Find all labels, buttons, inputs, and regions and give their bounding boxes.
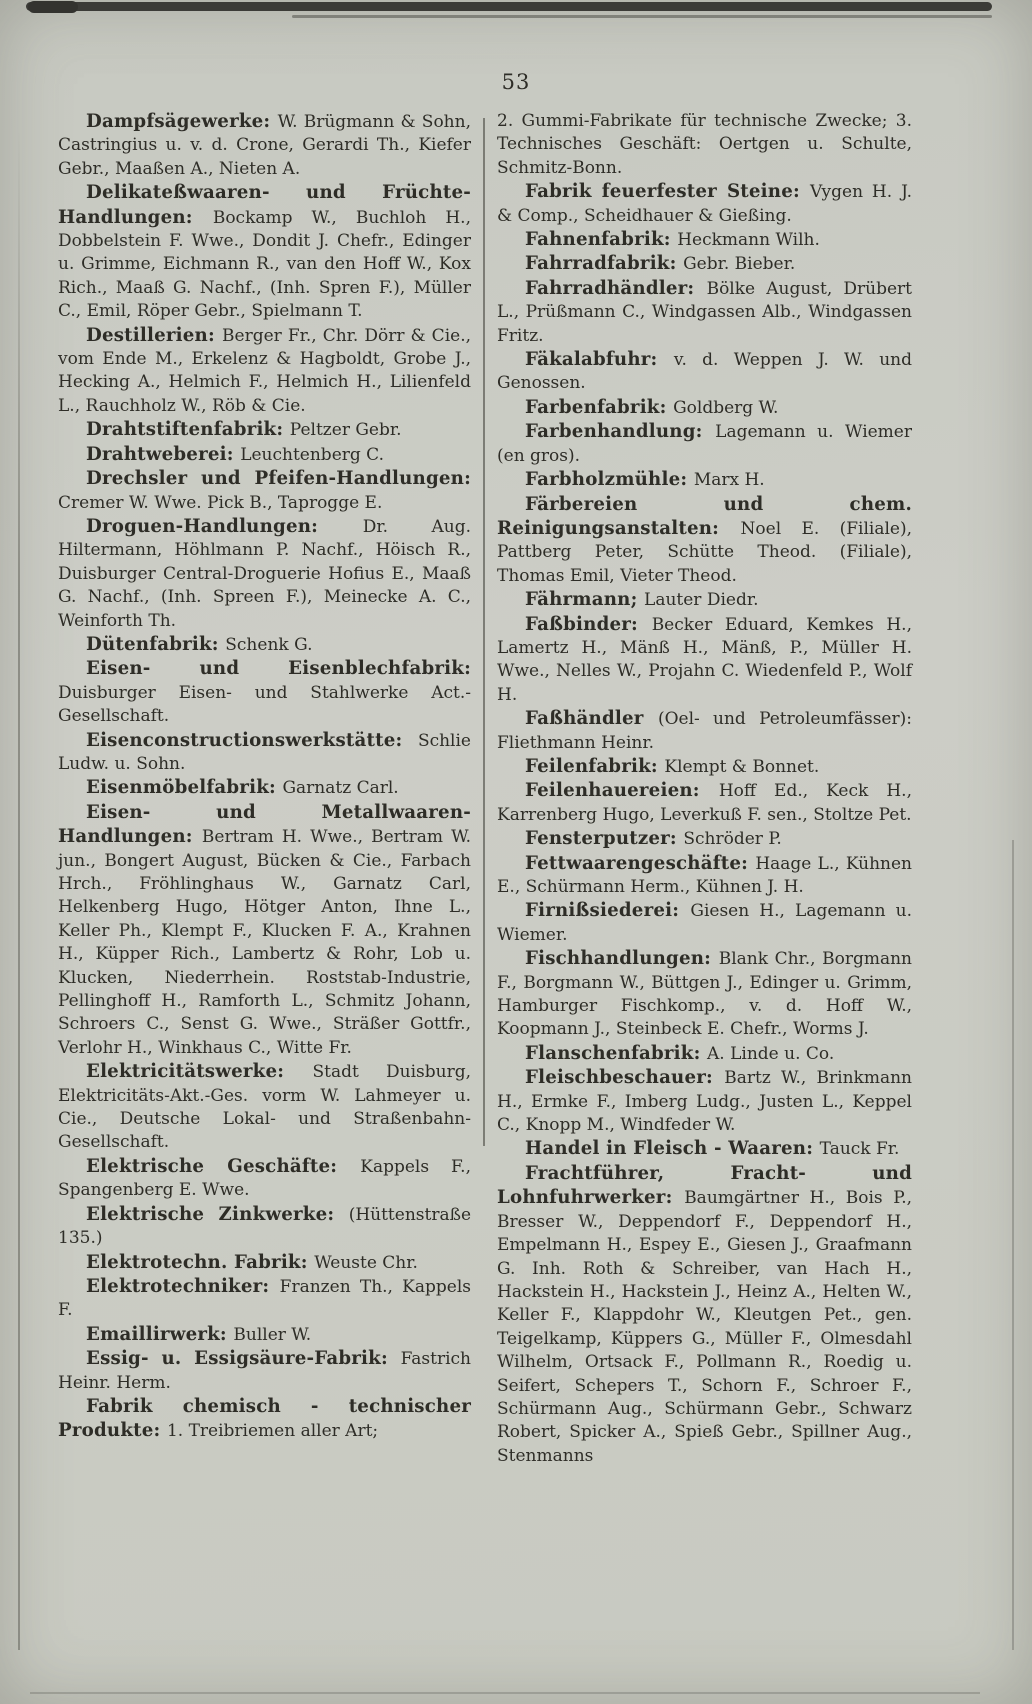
entry-names: Leuchtenberg C. bbox=[240, 444, 384, 465]
entry-names: Haage L., Kühnen E., Schürmann Herm., Kühnen J. H. bbox=[497, 853, 913, 897]
scan-left-edge-artifact bbox=[18, 130, 20, 1650]
directory-entry bbox=[497, 468, 912, 492]
category-heading: Dütenfabrik: bbox=[86, 633, 226, 655]
entry-names: Stadt Duisburg, Elektricitäts-Akt.-Ges. vorm W. Lahmeyer u. Cie., Deutsche Lokal- und Straßenbahn-Gesellschaft. bbox=[58, 1062, 471, 1153]
directory-entry bbox=[497, 755, 912, 779]
category-heading: Drahtweberei: bbox=[86, 443, 241, 465]
column-divider-rule bbox=[483, 118, 485, 1146]
entry-names: Cremer W. Wwe. Pick B., Taprogge E. bbox=[58, 492, 383, 513]
entry-names: Weuste Chr. bbox=[314, 1252, 418, 1273]
entry-names: Giesen H., Lagemann u. Wiemer. bbox=[497, 901, 913, 945]
directory-entry bbox=[497, 588, 912, 612]
directory-entry bbox=[497, 1042, 912, 1066]
entry-names: Lagemann u. Wiemer (en gros). bbox=[497, 422, 912, 466]
directory-entry bbox=[497, 252, 912, 276]
directory-entry bbox=[497, 1162, 912, 1468]
entry-names: Duisburger Eisen- und Stahlwerke Act.-Gesellschaft. bbox=[58, 682, 471, 727]
category-heading: Feilenhauereien: bbox=[525, 780, 719, 802]
entry-names: Goldberg W. bbox=[673, 397, 779, 418]
entry-names: Fastrich Heinr. Herm. bbox=[58, 1349, 471, 1393]
category-heading: Eisenmöbelfabrik: bbox=[86, 777, 283, 799]
directory-entry bbox=[58, 657, 471, 728]
directory-entry bbox=[58, 443, 471, 467]
category-heading: Fahnenfabrik: bbox=[525, 229, 678, 251]
entry-names: v. d. Weppen J. W. und Genossen. bbox=[497, 350, 912, 394]
directory-column-right bbox=[497, 110, 912, 1468]
entry-names: 1. Treibriemen aller Art; bbox=[166, 1421, 379, 1442]
directory-entry bbox=[58, 467, 471, 515]
directory-entry bbox=[497, 613, 912, 708]
category-heading: Feilenfabrik: bbox=[525, 755, 665, 777]
category-heading: Emaillirwerk: bbox=[86, 1323, 234, 1345]
directory-entry bbox=[58, 1251, 471, 1275]
entry-names: Kappels F., Spangenberg E. Wwe. bbox=[58, 1156, 471, 1201]
category-heading: Fettwaarengeschäfte: bbox=[525, 852, 756, 874]
category-heading: Fährmann; bbox=[525, 589, 645, 611]
entry-names: Bölke August, Drübert L., Prüßmann C., Windgassen Alb., Windgassen Fritz. bbox=[497, 278, 912, 346]
category-heading: Flanschenfabrik: bbox=[525, 1042, 708, 1064]
category-heading: Fleischbeschauer: bbox=[525, 1067, 725, 1089]
entry-names: Schröder P. bbox=[683, 829, 782, 850]
category-heading: Fahrradhändler: bbox=[525, 277, 707, 299]
directory-entry bbox=[58, 1275, 471, 1323]
category-heading: Fischhandlungen: bbox=[525, 948, 719, 970]
directory-entry bbox=[497, 852, 912, 900]
category-heading: Eisen- und Metallwaaren-Handlungen: bbox=[58, 801, 471, 848]
entry-names: Marx H. bbox=[693, 470, 765, 491]
category-heading: Fabrik chemisch - technischer Produkte: bbox=[58, 1395, 471, 1442]
entry-names: Dr. Aug. Hiltermann, Höhlmann P. Nachf., Höisch R., Duisburger Central-Droguerie Hofius E., Maaß G. Nachf., (Inh. Spreen F.), Meinecke A. C., Weinforth Th. bbox=[58, 516, 471, 631]
category-heading: Faßhändler bbox=[525, 708, 658, 730]
directory-entry bbox=[58, 1203, 471, 1251]
category-heading: Elektrotechniker: bbox=[86, 1275, 280, 1297]
directory-entry bbox=[58, 1060, 471, 1155]
entry-names: Lauter Diedr. bbox=[644, 590, 759, 611]
directory-entry bbox=[497, 277, 912, 348]
directory-entry bbox=[58, 515, 471, 633]
category-heading: Firnißsiederei: bbox=[525, 900, 691, 922]
scan-top-edge-artifact bbox=[26, 2, 992, 11]
entry-names: W. Brügmann & Sohn, Castringius u. v. d. Crone, Gerardi Th., Kiefer Gebr., Maaßen A., Nieten A. bbox=[58, 112, 471, 179]
category-heading: Faßbinder: bbox=[525, 613, 652, 635]
category-heading: Handel in Fleisch - Waaren: bbox=[525, 1138, 820, 1160]
page-number: 53 bbox=[501, 70, 531, 94]
category-heading: Fäkalabfuhr: bbox=[525, 349, 674, 371]
entry-names: Noel E. (Filiale), Pattberg Peter, Schütte Theod. (Filiale), Thomas Emil, Vieter Theod. bbox=[497, 518, 912, 586]
entry-names: Peltzer Gebr. bbox=[289, 420, 402, 441]
category-heading: Frachtführer, Fracht- und Lohnfuhrwerker: bbox=[497, 1162, 912, 1209]
entry-names: (Oel- und Petroleumfässer): Fliethmann Heinr. bbox=[497, 709, 912, 753]
directory-entry bbox=[58, 1155, 471, 1203]
directory-entry bbox=[58, 418, 471, 442]
directory-entry bbox=[58, 324, 471, 419]
directory-entry bbox=[58, 1395, 471, 1444]
category-heading: Elektrische Zinkwerke: bbox=[86, 1203, 349, 1225]
directory-column-left bbox=[58, 110, 471, 1444]
category-heading: Destillerien: bbox=[86, 324, 223, 346]
category-heading: Farbenhandlung: bbox=[525, 421, 716, 443]
category-heading: Drechsler und Pfeifen-Handlungen: bbox=[86, 468, 471, 490]
entry-names: Hoff Ed., Keck H., Karrenberg Hugo, Leverkuß F. sen., Stoltze Pet. bbox=[497, 781, 912, 825]
category-heading: Farbenfabrik: bbox=[525, 396, 674, 418]
category-heading: Elektricitätswerke: bbox=[86, 1061, 313, 1083]
directory-entry bbox=[497, 827, 912, 851]
entry-names: 2. Gummi-Fabrikate für technische Zwecke; 3. Technisches Geschäft: Oertgen u. Schulte, Schmitz-Bonn. bbox=[497, 111, 912, 178]
entry-names: Vygen H. J. & Comp., Scheidhauer & Gießing. bbox=[497, 182, 912, 226]
entry-names: Garnatz Carl. bbox=[282, 778, 399, 799]
category-heading: Delikateßwaaren- und Früchte-Handlungen: bbox=[58, 182, 471, 228]
entry-names: Baumgärtner H., Bois P., Bresser W., Deppendorf F., Deppendorf H., Empelmann H., Espey E., Giesen J., Graafmann G. Inh. Roth & Schreiber, van Hach H., Hackstein H., Hackstein J., Heinz A., Helten W., Keller F., Klappdohr W., Kleutgen Pet., gen. Teigelkamp, Küppers G., Müller F., Olmesdahl Wilhelm, Ortsack F., Pollmann R., Roedig u. Seifert, Schepers T., Schorn F., Schroer F., Schürmann Aug., Schürmann Gebr., Schwarz Robert, Spicker A., Spieß Gebr., Spillner Aug., Stenmanns bbox=[497, 1188, 912, 1466]
scan-top-left-artifact bbox=[28, 1, 78, 13]
category-heading: Farbholzmühle: bbox=[525, 469, 694, 491]
directory-entry bbox=[58, 1323, 471, 1347]
category-heading: Droguen-Handlungen: bbox=[86, 515, 363, 537]
directory-entry bbox=[497, 947, 912, 1042]
entry-names: A. Linde u. Co. bbox=[707, 1043, 835, 1064]
directory-entry bbox=[58, 801, 471, 1060]
directory-entry bbox=[58, 1347, 471, 1395]
directory-entry bbox=[497, 396, 912, 420]
category-heading: Fensterputzer: bbox=[525, 828, 684, 850]
category-heading: Färbereien und chem. Reinigungsanstalten: bbox=[497, 493, 912, 539]
category-heading: Eisenconstructionswerkstätte: bbox=[86, 729, 418, 751]
entry-names: Bertram H. Wwe., Bertram W. jun., Bongert August, Bücken & Cie., Farbach Hrch., Fröhlinghaus W., Garnatz Carl, Helkenberg Hugo, Hötger Anton, Ihne L., Keller Ph., Klempt F., Klucken F. A., Krahnen H., Küpper Rich., Lambertz & Rohr, Lob u. Klucken, Niederrhein. Roststab-Industrie, Pellinghoff H., Ramforth L., Schmitz Johann, Schroers C., Senst G. Wwe., Sträßer Gottfr., Verlohr H., Winkhaus C., Witte Fr. bbox=[58, 827, 471, 1058]
directory-entry bbox=[497, 707, 912, 755]
category-heading: Elektrotechn. Fabrik: bbox=[86, 1251, 315, 1273]
entry-names: (Hüttenstraße 135.) bbox=[58, 1204, 471, 1249]
directory-entry bbox=[497, 420, 912, 468]
scan-right-edge-artifact bbox=[1012, 840, 1014, 1650]
entry-names: Buller W. bbox=[233, 1324, 312, 1345]
directory-entry bbox=[58, 633, 471, 657]
entry-names: Bockamp W., Buchloh H., Dobbelstein F. Wwe., Dondit J. Chefr., Edinger u. Grimme, Eichmann R., van den Hoff W., Kox Rich., Maaß G. Nachf., (Inh. Spren F.), Müller C., Emil, Röper Gebr., Spielmann T. bbox=[58, 207, 471, 322]
entry-names: Becker Eduard, Kemkes H., Lamertz H., Mänß H., Mänß, P., Müller H. Wwe., Nelles W., Projahn C. Wiedenfeld P., Wolf H. bbox=[497, 614, 912, 705]
directory-entry bbox=[58, 776, 471, 800]
entry-names: Schlie Ludw. u. Sohn. bbox=[58, 730, 471, 774]
category-heading: Fahrradfabrik: bbox=[525, 253, 684, 275]
entry-names: Blank Chr., Borgmann F., Borgmann W., Büttgen J., Edinger u. Grimm, Hamburger Fischkomp., v. d. Hoff W., Koopmann J., Steinbeck E. Chefr., Worms J. bbox=[497, 949, 912, 1040]
directory-entry bbox=[497, 1137, 912, 1161]
entry-names: Klempt & Bonnet. bbox=[664, 756, 820, 777]
directory-entry bbox=[497, 493, 912, 589]
directory-entry bbox=[58, 181, 471, 323]
category-heading: Fabrik feuerfester Steine: bbox=[525, 181, 810, 203]
directory-entry bbox=[497, 1066, 912, 1137]
entry-names: Tauck Fr. bbox=[819, 1139, 900, 1160]
scan-bottom-edge-artifact bbox=[30, 1692, 980, 1694]
category-heading: Eisen- und Eisenblechfabrik: bbox=[86, 658, 471, 680]
category-heading: Elektrische Geschäfte: bbox=[86, 1155, 361, 1177]
directory-entry bbox=[58, 729, 471, 777]
directory-entry bbox=[497, 180, 912, 228]
category-heading: Essig- u. Essigsäure-Fabrik: bbox=[86, 1348, 401, 1370]
entry-names: Berger Fr., Chr. Dörr & Cie., vom Ende M., Erkelenz & Hagboldt, Grobe J., Hecking A., Helmich F., Helmich H., Lilienfeld L., Rauchholz W., Röb & Cie. bbox=[58, 325, 471, 416]
directory-entry bbox=[497, 779, 912, 827]
directory-entry bbox=[497, 228, 912, 252]
entry-names: Heckmann Wilh. bbox=[677, 230, 820, 251]
category-heading: Dampfsägewerke: bbox=[86, 111, 278, 132]
category-heading: Drahtstiftenfabrik: bbox=[86, 419, 290, 441]
directory-entry bbox=[497, 348, 912, 396]
entry-names: Bartz W., Brinkmann H., Ermke F., Imberg Ludg., Justen L., Keppel C., Knopp M., Windfeder W. bbox=[497, 1068, 912, 1136]
directory-entry bbox=[58, 110, 471, 181]
scan-top-line-artifact bbox=[292, 15, 992, 18]
entry-names: Franzen Th., Kappels F. bbox=[58, 1276, 471, 1321]
directory-entry bbox=[497, 110, 912, 180]
entry-names: Gebr. Bieber. bbox=[683, 254, 796, 275]
directory-entry bbox=[497, 899, 912, 947]
entry-names: Schenk G. bbox=[225, 634, 313, 655]
